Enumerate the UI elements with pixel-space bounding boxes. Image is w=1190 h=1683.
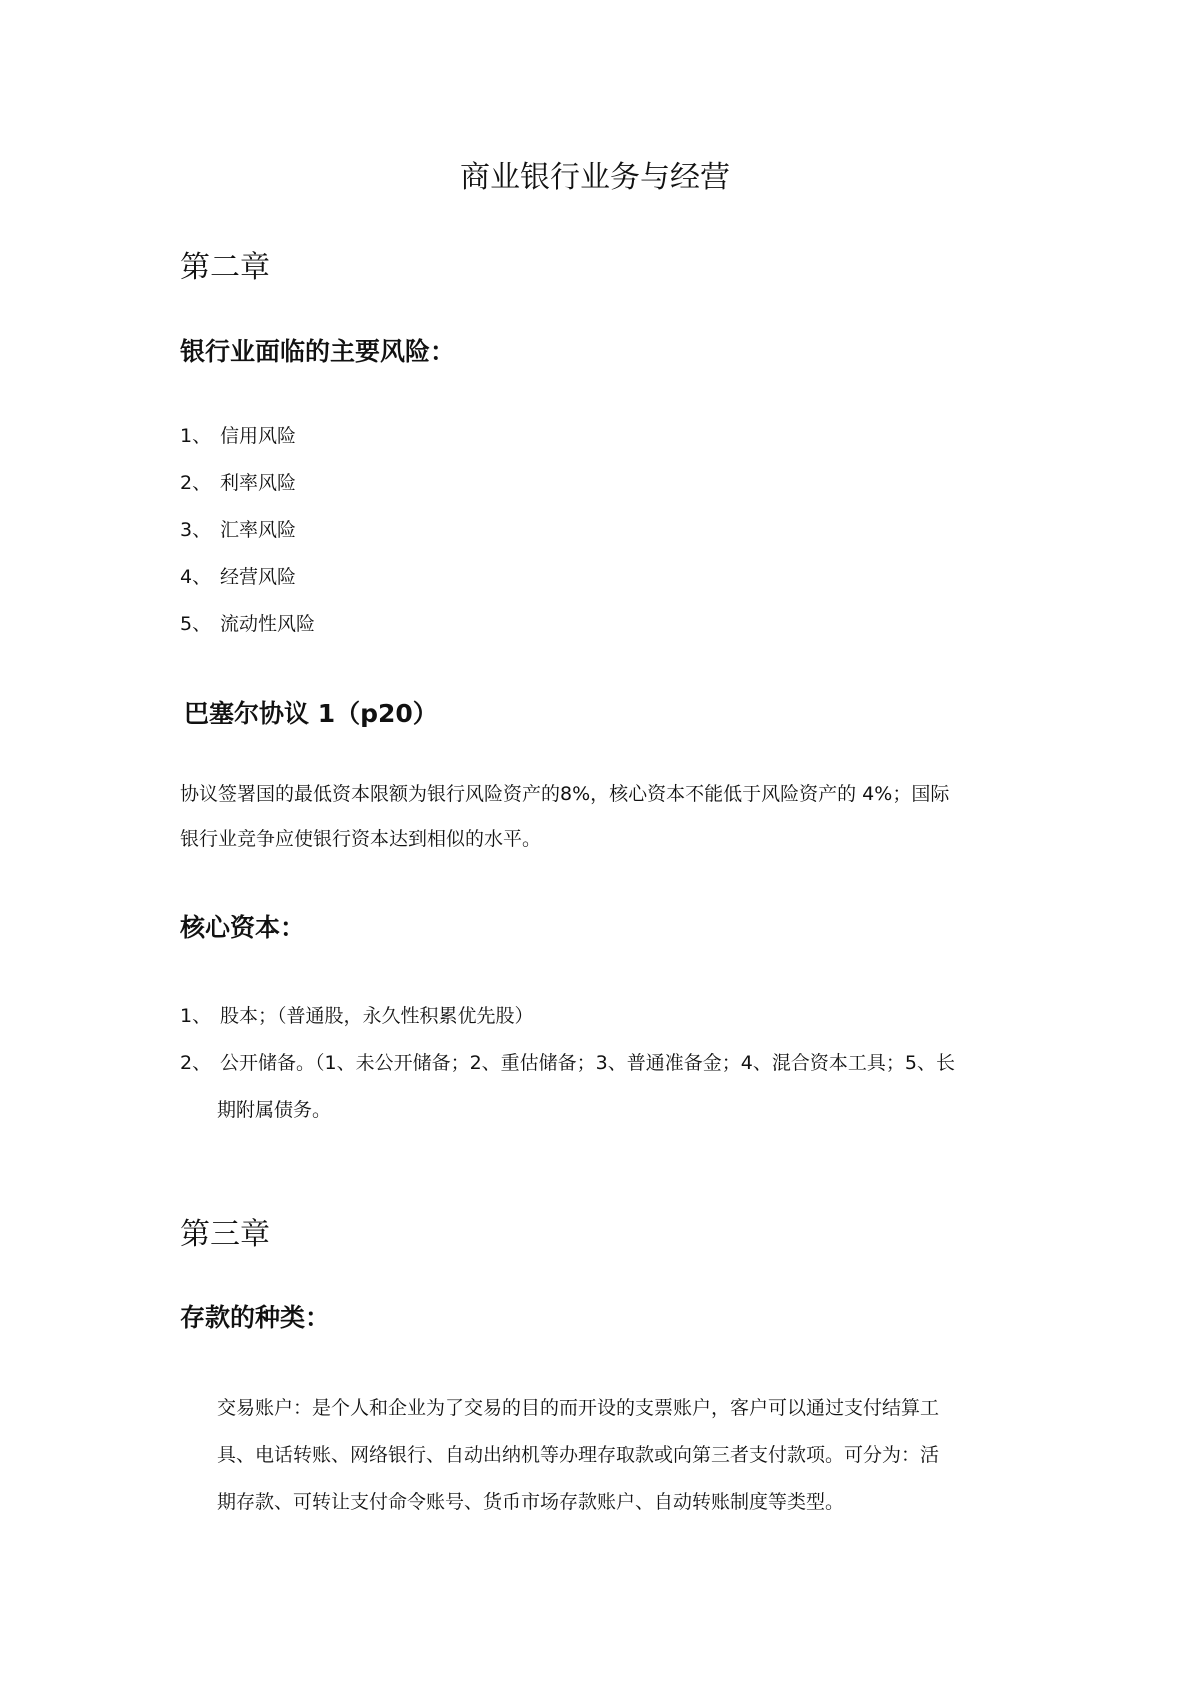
core-capital-item xyxy=(180,1001,534,1028)
list-number: 5、 xyxy=(180,613,212,635)
list-text: 信用风险 xyxy=(220,425,297,447)
list-number: 3、 xyxy=(180,519,212,541)
list-text: 利率风险 xyxy=(220,472,297,494)
risk-item xyxy=(180,468,296,495)
paragraph-line: 交易账户：是个人和企业为了交易的目的而开设的支票账户，客户可以通过支付结算工 xyxy=(217,1397,940,1419)
core-capital-heading: 核心资本： xyxy=(180,913,306,942)
chapter-2-heading: 第二章 xyxy=(180,250,270,285)
risks-heading: 银行业面临的主要风险： xyxy=(180,337,456,366)
list-text: 公开储备。（1、未公开储备；2、重估储备；3、普通准备金；4、混合资本工具；5、长 xyxy=(220,1052,955,1074)
paragraph-line: 具、电话转账、网络银行、自动出纳机等办理存取款或向第三者支付款项。可分为：活 xyxy=(217,1444,940,1466)
list-number: 2、 xyxy=(180,472,212,494)
deposits-heading: 存款的种类： xyxy=(180,1303,331,1332)
deposits-paragraph xyxy=(217,1385,1025,1526)
risk-item xyxy=(180,609,315,636)
basel-heading: 巴塞尔协议 1（p20） xyxy=(184,699,438,728)
list-number: 1、 xyxy=(180,1005,212,1027)
list-text: 流动性风险 xyxy=(220,613,316,635)
risk-item xyxy=(180,515,296,542)
list-number: 1、 xyxy=(180,425,212,447)
list-text: 股本；（普通股，永久性积累优先股） xyxy=(220,1005,534,1027)
chapter-3-heading: 第三章 xyxy=(180,1217,270,1252)
list-number: 4、 xyxy=(180,566,212,588)
document-title: 商业银行业务与经营 xyxy=(460,160,730,195)
list-number: 2、 xyxy=(180,1052,212,1074)
paragraph-line: 期存款、可转让支付命令账号、货币市场存款账户、自动转账制度等类型。 xyxy=(217,1491,845,1513)
basel-paragraph xyxy=(180,772,1020,862)
risk-item xyxy=(180,421,296,448)
core-capital-continuation: 期附属债务。 xyxy=(217,1099,332,1121)
list-text: 经营风险 xyxy=(220,566,297,588)
list-text: 汇率风险 xyxy=(220,519,297,541)
paragraph-line: 银行业竞争应使银行资本达到相似的水平。 xyxy=(180,828,542,850)
paragraph-line: 协议签署国的最低资本限额为银行风险资产的8%，核心资本不能低于风险资产的 4%；国际 xyxy=(180,783,950,805)
risk-item xyxy=(180,562,296,589)
core-capital-item xyxy=(180,1048,955,1075)
